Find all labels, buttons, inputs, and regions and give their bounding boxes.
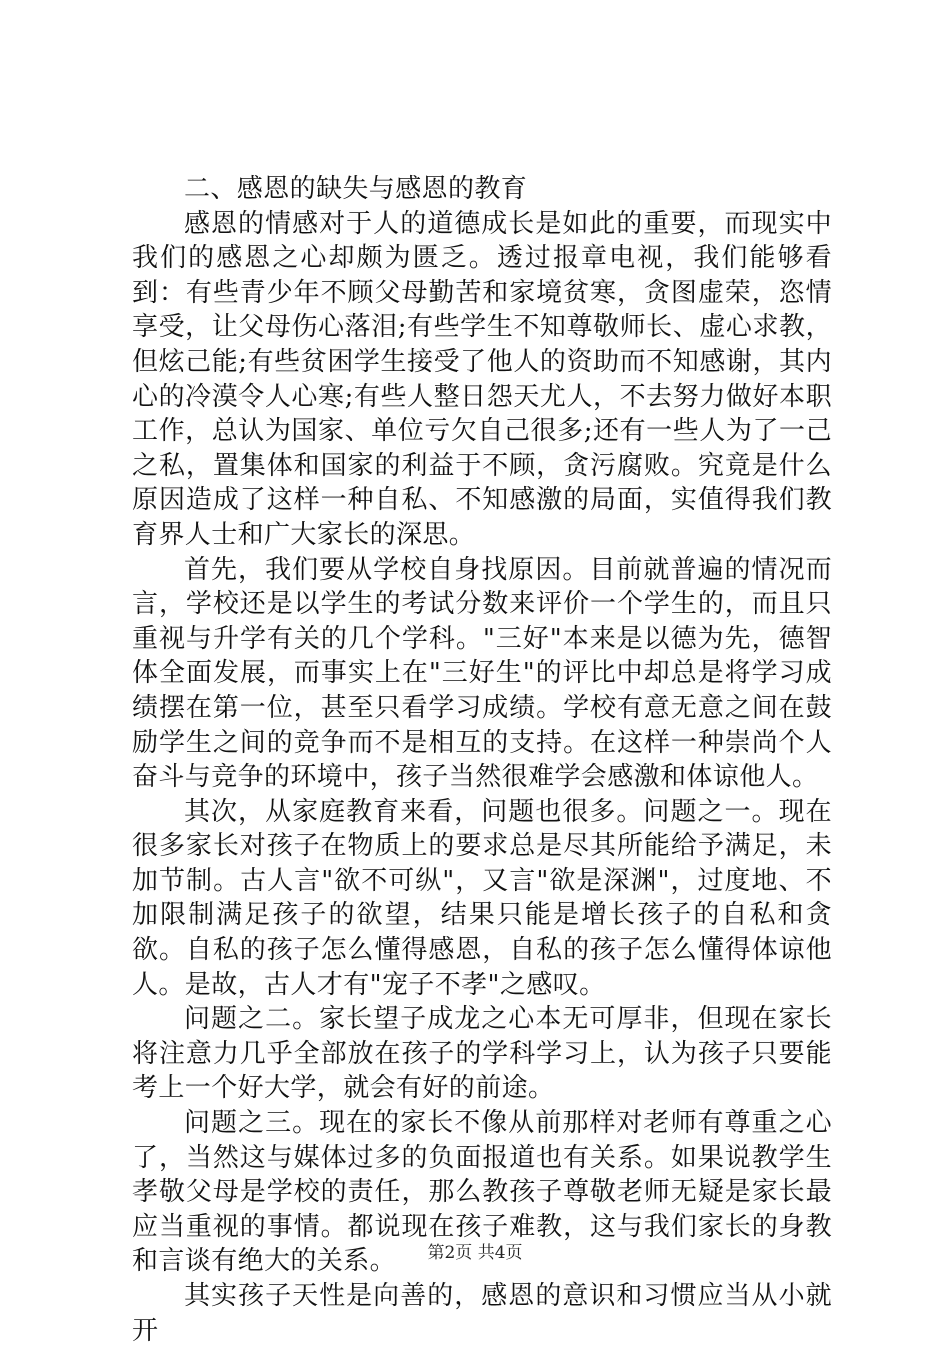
paragraph-5: 问题之三。现在的家长不像从前那样对老师有尊重之心了，当然这与媒体过多的负面报道也有关系。如果说教学生孝敬父母是学校的责任，那么教孩子尊敬老师无疑是家长最应当重视的事情。都说现在孩子难教，这与我们家长的身教和言谈有绝大的关系。	[132, 1108, 832, 1277]
section-heading: 二、感恩的缺失与感恩的教育	[184, 174, 528, 204]
paragraph-6: 其实孩子天性是向善的，感恩的意识和习惯应当从小就开	[132, 1281, 832, 1346]
paragraph-3: 其次，从家庭教育来看，问题也很多。问题之一。现在很多家长对孩子在物质上的要求总是尽其所能给予满足，未加节制。古人言"欲不可纵"，又言"欲是深渊"，过度地、不加限制满足孩子的欲望，结果只能是增长孩子的自私和贪欲。自私的孩子怎么懂得感恩，自私的孩子怎么懂得体谅他人。是故，古人才有"宠子不孝"之感叹。	[132, 796, 832, 1000]
paragraph-2: 首先，我们要从学校自身找原因。目前就普遍的情况而言，学校还是以学生的考试分数来评价一个学生的，而且只重视与升学有关的几个学科。"三好"本来是以德为先，德智体全面发展，而事实上在"三好生"的评比中却总是将学习成绩摆在第一位，甚至只看学习成绩。学校有意无意之间在鼓励学生之间的竞争而不是相互的支持。在这样一种崇尚个人奋斗与竞争的环境中，孩子当然很难学会感激和体谅他人。	[132, 554, 832, 793]
page-number-footer: 第2页 共4页	[427, 1243, 523, 1263]
paragraph-4: 问题之二。家长望子成龙之心本无可厚非，但现在家长将注意力几乎全部放在孩子的学科学习上，认为孩子只要能考上一个好大学，就会有好的前途。	[132, 1004, 832, 1104]
document-body	[132, 172, 832, 1348]
paragraph-1: 感恩的情感对于人的道德成长是如此的重要，而现实中我们的感恩之心却颇为匮乏。透过报章电视，我们能够看到：有些青少年不顾父母勤苦和家境贫寒，贪图虚荣，恣情享受，让父母伤心落泪;有些学生不知尊敬师长、虚心求教，但炫己能;有些贫困学生接受了他人的资助而不知感谢，其内心的冷漠令人心寒;有些人整日怨天尤人，不去努力做好本职工作，总认为国家、单位亏欠自己很多;还有一些人为了一己之私，置集体和国家的利益于不顾，贪污腐败。究竟是什么原因造成了这样一种自私、不知感激的局面，实值得我们教育界人士和广大家长的深思。	[132, 208, 832, 550]
